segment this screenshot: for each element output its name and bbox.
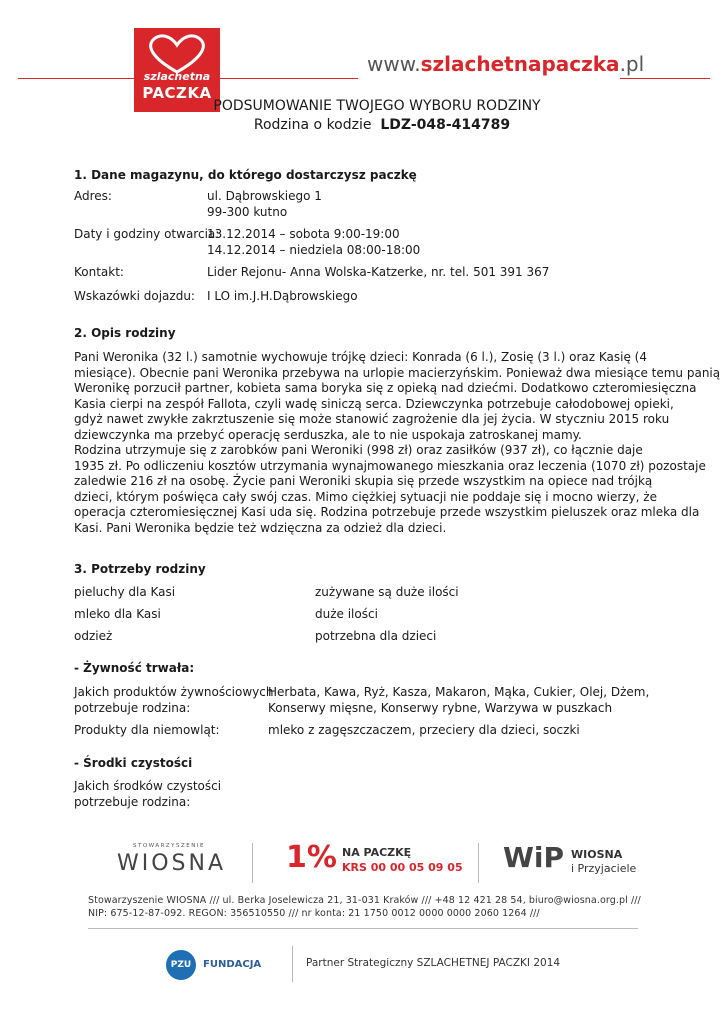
description-line: 1935 zł. Po odliczeniu kosztów utrzymania wynajmowanego mieszkania oraz leczenia (1070 zł) pozostaje <box>74 458 706 473</box>
address-line1: ul. Dąbrowskiego 1 <box>207 189 322 203</box>
family-code-line <box>0 117 724 133</box>
address-line2: 99-300 kutno <box>207 205 288 219</box>
directions-label: Wskazówki dojazdu: <box>74 289 195 303</box>
one-percent-logo: 1% <box>286 840 337 875</box>
description-line: zaledwie 216 zł na osobę. Życie pani Weroniki skupia się przede wszystkim na opiece nad trójką <box>74 474 653 488</box>
section3-heading: 3. Potrzeby rodziny <box>74 562 206 576</box>
food-value-line2: Konserwy mięsne, Konserwy rybne, Warzywa w puszkach <box>268 701 613 715</box>
food-value-line1: Herbata, Kawa, Ryż, Kasza, Makaron, Mąka, Cukier, Olej, Dżem, <box>268 685 650 699</box>
pzu-foundation-text: FUNDACJA <box>203 959 262 970</box>
code-label: Rodzina o kodzie <box>253 117 372 133</box>
cleaning-label-line1: Jakich środków czystości <box>74 779 222 793</box>
one-percent-text: NA PACZKĘ <box>342 846 412 859</box>
footer-rule <box>88 928 638 929</box>
page-title: PODSUMOWANIE TWOJEGO WYBORU RODZINY <box>213 98 541 114</box>
footer-divider-vertical <box>252 843 253 883</box>
contact-label: Kontakt: <box>74 265 124 279</box>
address-label: Adres: <box>74 189 112 203</box>
wiosna-logo <box>117 843 227 887</box>
footer-registry: NIP: 675-12-87-092. REGON: 356510550 /// nr konta: 21 1750 0012 0000 0000 2060 1264 /// <box>88 908 540 919</box>
url-suffix: .pl <box>619 52 645 76</box>
dates-label: Daty i godziny otwarcia: <box>74 227 220 241</box>
url-prefix: www. <box>367 52 421 76</box>
pzu-logo-icon: PZU <box>166 950 196 980</box>
wip-text-1: WIOSNA <box>571 848 623 861</box>
need-item: odzież <box>74 629 113 643</box>
strategic-partner-text: Partner Strategiczny SZLACHETNEJ PACZKI 2014 <box>306 957 561 969</box>
opening-date-2: 14.12.2014 – niedziela 08:00-18:00 <box>207 243 421 257</box>
footer-divider-vertical <box>292 946 293 982</box>
description-line: operacja czteromiesięcznej Kasi uda się. Rodzina potrzebuje przede wszystkim pieluszek oraz mleka dla <box>74 505 700 519</box>
need-note: zużywane są duże ilości <box>315 585 459 599</box>
header-rule-right <box>220 78 358 79</box>
url-main: szlachetnapaczka <box>420 52 620 76</box>
description-line: dzieci, którym poświęca cały swój czas. Mimo ciężkiej sytuacji nie poddaje się i mocno wierzy, że <box>74 489 657 504</box>
description-line: gdyż nawet zwykłe zakrztuszenie się może stanowić zagrożenie dla jej życia. W styczniu 2015 roku <box>74 412 670 426</box>
need-note: duże ilości <box>315 607 378 621</box>
krs-number: KRS 00 00 05 09 05 <box>342 861 463 874</box>
need-note: potrzebna dla dzieci <box>315 629 437 643</box>
opening-date-1: 13.12.2014 – sobota 9:00-19:00 <box>207 227 400 241</box>
wiosna-logo-top: STOWARZYSZENIE <box>133 843 205 849</box>
directions-value: I LO im.J.H.Dąbrowskiego <box>207 289 358 303</box>
food-label-line1: Jakich produktów żywnościowych <box>74 685 274 699</box>
baby-label: Produkty dla niemowląt: <box>74 723 220 737</box>
section1-heading: 1. Dane magazynu, do którego dostarczysz paczkę <box>74 168 417 182</box>
description-line: dziewczynka ma przebyć operację serduszka, ale to nie uspokaja zatroskanej mamy. <box>74 427 582 442</box>
logo-text-top: szlachetna <box>143 70 211 83</box>
food-heading: - Żywność trwała: <box>74 661 195 675</box>
baby-value: mleko z zagęszczaczem, przeciery dla dzieci, soczki <box>268 723 580 737</box>
cleaning-heading: - Środki czystości <box>74 756 193 770</box>
header-rule-far-right <box>620 78 710 79</box>
description-line: miesiące). Obecnie pani Weronika przebywa na urlopie macierzyńskim. Ponieważ dwa miesiące temu panią <box>74 365 721 380</box>
contact-value: Lider Rejonu- Anna Wolska-Katzerke, nr. tel. 501 391 367 <box>207 265 550 279</box>
food-label-line2: potrzebuje rodzina: <box>74 701 191 715</box>
family-code: LDZ-048-414789 <box>380 117 511 133</box>
website-url <box>367 52 644 76</box>
section2-heading: 2. Opis rodziny <box>74 326 176 340</box>
description-line: Kasia cierpi na zespół Fallota, czyli wadę siniczą serca. Dziewczynka potrzebuje całodobowej opieki, <box>74 396 674 411</box>
footer-divider-vertical <box>478 843 479 883</box>
description-line: Weronikę porzucił partner, kobieta sama boryka się z opieką nad dziećmi. Dodatkowo czteromiesięczna <box>74 381 697 395</box>
footer-address: Stowarzyszenie WIOSNA /// ul. Berka Joselewicza 21, 31-031 Kraków /// +48 12 421 28 54, biuro@wiosna.org.pl /// <box>88 895 641 906</box>
wip-logo: WiP <box>503 841 565 874</box>
family-description <box>74 350 721 536</box>
description-line: Pani Weronika (32 l.) samotnie wychowuje trójkę dzieci: Konrada (6 l.), Zosię (3 l.) oraz Kasię (4 <box>74 350 647 364</box>
wiosna-logo-main: WIOSNA <box>117 851 227 876</box>
description-line: Rodzina utrzymuje się z zarobków pani Weroniki (998 zł) oraz zasiłków (937 zł), co łącznie daje <box>74 443 643 457</box>
wip-text-2: i Przyjaciele <box>571 862 637 875</box>
need-item: mleko dla Kasi <box>74 607 161 621</box>
need-item: pieluchy dla Kasi <box>74 585 176 599</box>
logo-text-bottom: PACZKA <box>142 84 212 102</box>
cleaning-label-line2: potrzebuje rodzina: <box>74 795 191 809</box>
description-line: Kasi. Pani Weronika będzie też wdzięczna za odzież dla dzieci. <box>74 520 447 535</box>
header-rule-left <box>18 78 134 79</box>
